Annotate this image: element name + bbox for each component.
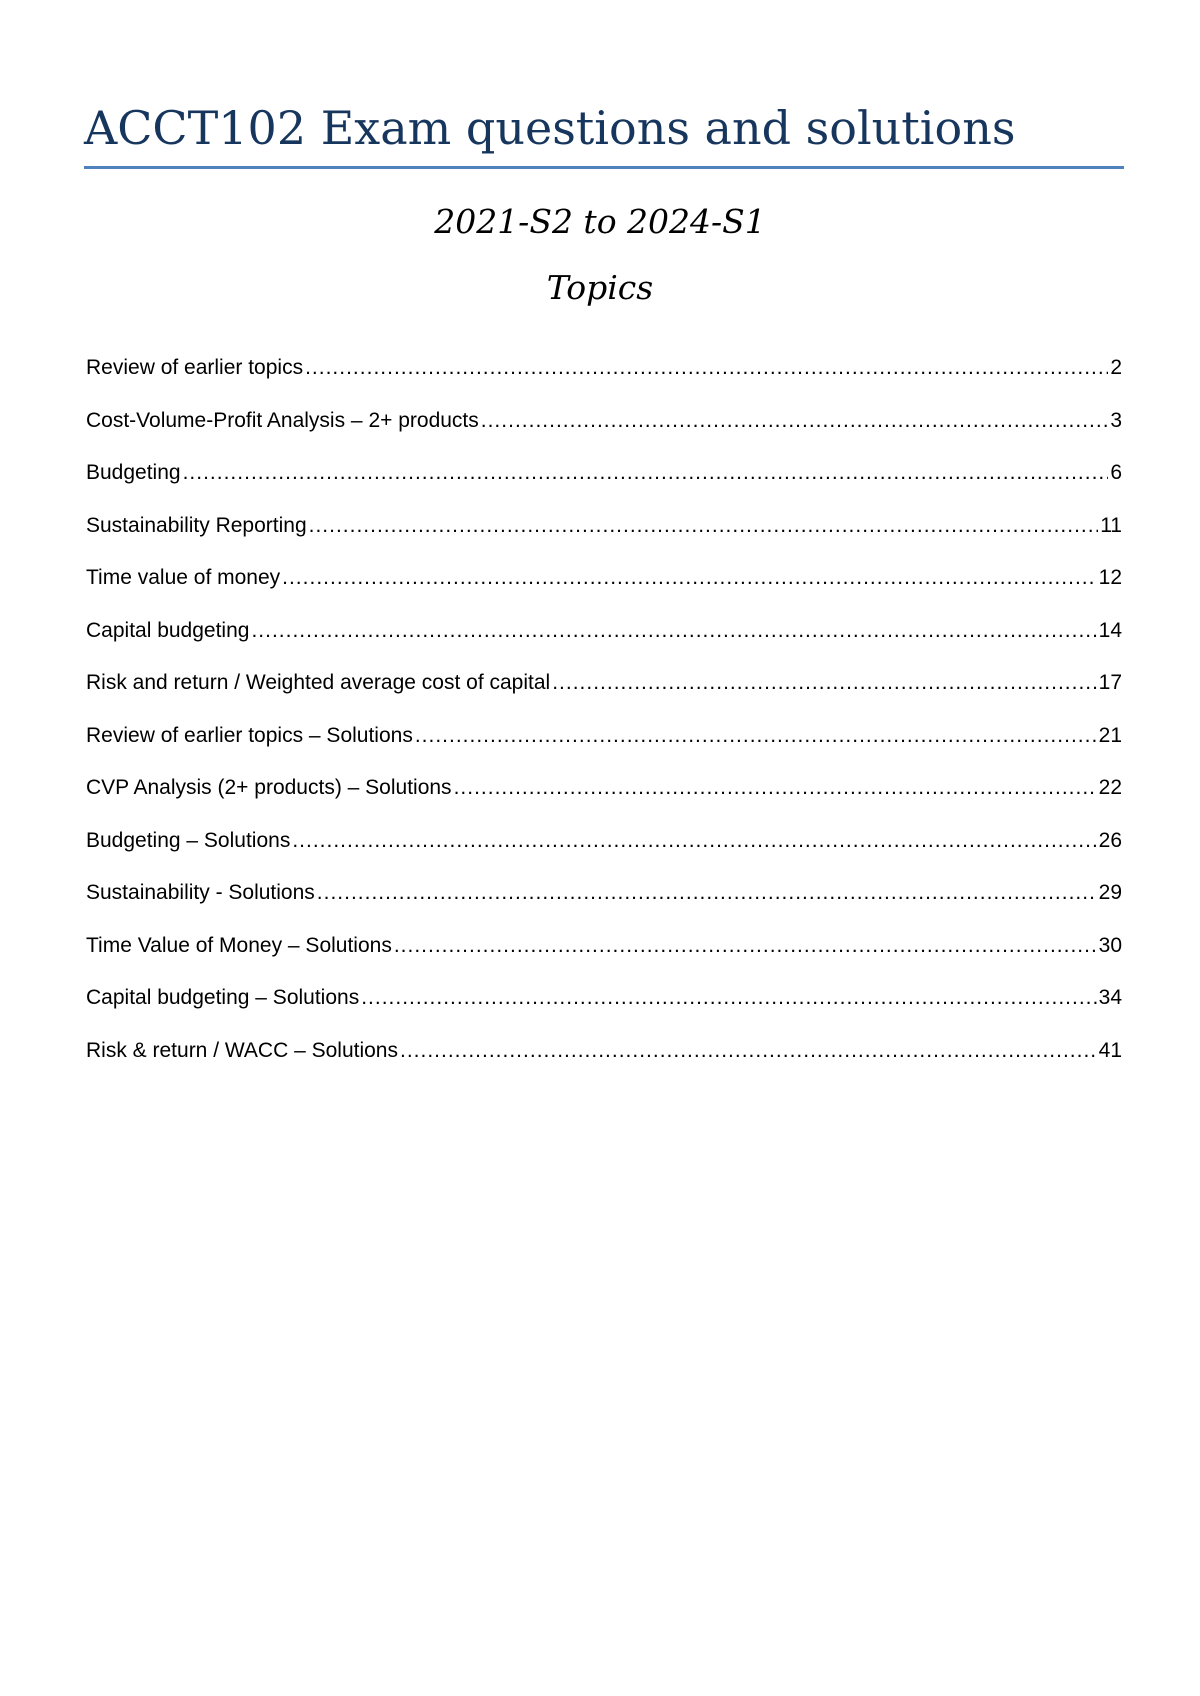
toc-entry-cvp-analysis-solutions[interactable] — [86, 776, 1122, 829]
toc-entry-label: CVP Analysis (2+ products) – Solutions — [86, 776, 452, 799]
toc-entry-label: Time Value of Money – Solutions — [86, 933, 392, 957]
table-of-contents — [86, 356, 1122, 1091]
toc-entry-sustainability-reporting[interactable] — [86, 514, 1122, 567]
toc-dot-leader — [309, 514, 1099, 538]
toc-page-number: 12 — [1098, 566, 1122, 589]
toc-dot-leader — [361, 986, 1096, 1010]
toc-dot-leader — [552, 671, 1096, 695]
toc-dot-leader — [292, 829, 1096, 853]
toc-page-number: 34 — [1098, 986, 1122, 1009]
toc-page-number: 30 — [1098, 933, 1122, 957]
toc-page-number: 29 — [1098, 881, 1122, 904]
toc-entry-budgeting[interactable] — [86, 461, 1122, 514]
toc-entry-label: Sustainability Reporting — [86, 513, 307, 537]
document-title: ACCT102 Exam questions and solutions — [84, 101, 1016, 155]
toc-dot-leader — [305, 356, 1108, 380]
toc-entry-risk-return-wacc-solutions[interactable] — [86, 1039, 1122, 1092]
toc-dot-leader — [317, 881, 1097, 905]
toc-page-number: 3 — [1110, 408, 1122, 432]
toc-entry-review-earlier-topics[interactable] — [86, 356, 1122, 409]
toc-entry-label: Budgeting — [86, 461, 181, 484]
toc-dot-leader — [454, 776, 1097, 800]
toc-page-number: 11 — [1100, 513, 1122, 537]
toc-page-number: 26 — [1098, 828, 1122, 852]
toc-entry-label: Capital budgeting — [86, 618, 250, 642]
toc-dot-leader — [394, 934, 1097, 958]
toc-entry-label: Budgeting – Solutions — [86, 828, 291, 852]
topics-heading: Topics — [546, 268, 654, 307]
toc-entry-budgeting-solutions[interactable] — [86, 829, 1122, 882]
toc-dot-leader — [183, 461, 1109, 485]
toc-entry-label: Risk and return / Weighted average cost of capital — [86, 671, 551, 694]
toc-entry-cvp-analysis[interactable] — [86, 409, 1122, 462]
toc-entry-capital-budgeting-solutions[interactable] — [86, 986, 1122, 1039]
toc-entry-label: Review of earlier topics – Solutions — [86, 723, 413, 747]
toc-page-number: 22 — [1098, 776, 1122, 799]
toc-page-number: 17 — [1098, 671, 1122, 694]
toc-dot-leader — [251, 619, 1096, 643]
toc-entry-label: Risk & return / WACC – Solutions — [86, 1038, 398, 1062]
toc-entry-label: Cost-Volume-Profit Analysis – 2+ products — [86, 408, 479, 432]
toc-entry-sustainability-solutions[interactable] — [86, 881, 1122, 934]
toc-entry-risk-and-return[interactable] — [86, 671, 1122, 724]
toc-dot-leader — [282, 566, 1097, 590]
toc-entry-label: Sustainability - Solutions — [86, 881, 315, 904]
date-range-subtitle: 2021-S2 to 2024-S1 — [434, 202, 766, 241]
toc-dot-leader — [415, 724, 1097, 748]
toc-dot-leader — [400, 1039, 1097, 1063]
toc-entry-label: Time value of money — [86, 566, 281, 589]
toc-page-number: 14 — [1098, 618, 1122, 642]
toc-entry-label: Review of earlier topics — [86, 356, 304, 379]
toc-page-number: 2 — [1110, 356, 1122, 379]
title-underline-rule — [84, 166, 1124, 169]
toc-page-number: 41 — [1098, 1038, 1122, 1062]
toc-entry-review-earlier-topics-solutions[interactable] — [86, 724, 1122, 777]
toc-entry-label: Capital budgeting – Solutions — [86, 986, 360, 1009]
toc-entry-time-value-of-money-solutions[interactable] — [86, 934, 1122, 987]
toc-entry-capital-budgeting[interactable] — [86, 619, 1122, 672]
toc-dot-leader — [481, 409, 1109, 433]
toc-entry-time-value-of-money[interactable] — [86, 566, 1122, 619]
toc-page-number: 6 — [1110, 461, 1122, 484]
toc-page-number: 21 — [1098, 723, 1122, 747]
